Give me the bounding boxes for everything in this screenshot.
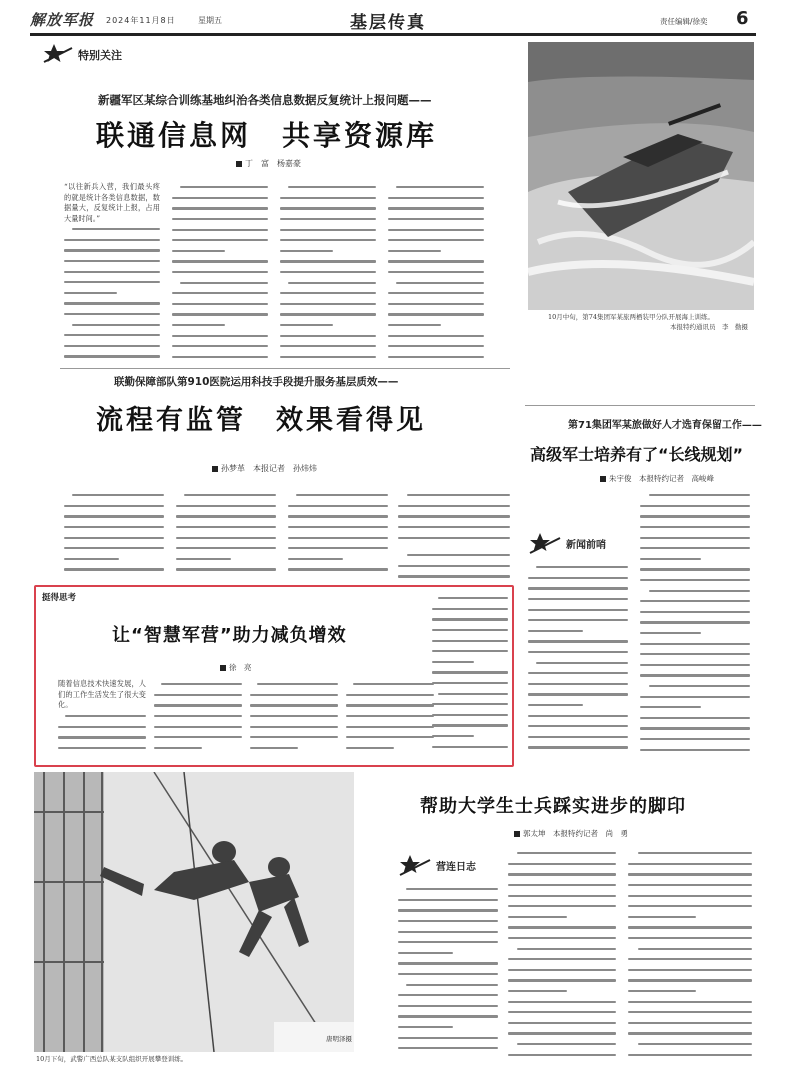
text-line <box>640 522 750 533</box>
text-line <box>280 320 376 331</box>
text-line <box>628 933 752 944</box>
text-line <box>288 532 388 543</box>
article1-kicker: 新疆军区某综合训练基地纠治各类信息数据反复统计上报问题—— <box>98 93 432 107</box>
text-line <box>432 657 508 668</box>
text-line <box>398 550 510 561</box>
text-line <box>628 859 752 870</box>
article3-body-col1 <box>528 562 628 762</box>
commentary-headline: 让“智慧军营”助力减负增效 <box>112 625 347 646</box>
text-line <box>388 320 484 331</box>
column-tag-camp <box>398 852 498 880</box>
text-line <box>172 277 268 288</box>
text-line <box>528 657 628 668</box>
text-line <box>508 890 616 901</box>
text-line <box>640 532 750 543</box>
text-line <box>628 869 752 880</box>
star-icon <box>42 42 74 64</box>
text-line <box>280 256 376 267</box>
text-line <box>64 490 164 501</box>
text-line <box>508 869 616 880</box>
text-line <box>508 848 616 859</box>
text-line <box>280 341 376 352</box>
text-line <box>528 679 628 690</box>
commentary-body-col5 <box>432 593 508 759</box>
star-icon <box>398 852 432 878</box>
text-line <box>628 1028 752 1039</box>
article2-body-col5 <box>398 550 510 590</box>
text-line <box>388 203 484 214</box>
article2-body-col4 <box>398 490 510 550</box>
text-line <box>628 901 752 912</box>
text-line <box>58 743 146 754</box>
text-line <box>388 309 484 320</box>
column-tag-special <box>42 42 152 64</box>
text-line <box>432 625 508 636</box>
text-line <box>628 1007 752 1018</box>
text-line <box>172 246 268 257</box>
text-line <box>432 699 508 710</box>
text-line <box>176 554 276 565</box>
header-rule <box>30 33 756 36</box>
issue-date: 2024年11月8日 <box>106 16 176 25</box>
text-line <box>388 235 484 246</box>
page-header <box>30 6 756 32</box>
star-icon <box>528 530 562 556</box>
text-line <box>398 561 510 572</box>
text-line <box>388 182 484 193</box>
text-line <box>172 330 268 341</box>
text-line <box>176 532 276 543</box>
text-line <box>280 309 376 320</box>
text-line <box>640 596 750 607</box>
text-line <box>64 319 160 330</box>
text-line <box>398 884 498 895</box>
text-line <box>398 1032 498 1043</box>
text-line <box>628 996 752 1007</box>
text-line <box>628 965 752 976</box>
commentary-box <box>34 585 514 767</box>
text-line <box>172 214 268 225</box>
text-line <box>288 490 388 501</box>
text-line <box>388 193 484 204</box>
text-line <box>346 711 434 722</box>
text-line <box>508 1007 616 1018</box>
text-line <box>172 224 268 235</box>
text-line <box>388 352 484 363</box>
text-line <box>58 732 146 743</box>
text-line <box>640 649 750 660</box>
text-line <box>154 743 242 754</box>
article1-body-col2 <box>172 182 268 364</box>
text-line <box>280 277 376 288</box>
article4-body-col2 <box>508 848 616 1060</box>
text-line <box>280 235 376 246</box>
text-line <box>640 628 750 639</box>
text-line <box>640 660 750 671</box>
text-line <box>528 668 628 679</box>
text-line <box>280 352 376 363</box>
text-line <box>640 638 750 649</box>
text-line <box>628 975 752 986</box>
text-line <box>432 741 508 752</box>
text-line <box>508 912 616 923</box>
text-line <box>640 607 750 618</box>
text-line <box>398 532 510 543</box>
text-line <box>432 667 508 678</box>
text-line <box>628 912 752 923</box>
text-line <box>172 341 268 352</box>
text-line <box>640 585 750 596</box>
text-line <box>398 958 498 969</box>
text-line <box>528 647 628 658</box>
text-line <box>628 922 752 933</box>
article3-body-col2 <box>640 490 750 762</box>
camp-column-label: 营连日志 <box>436 862 476 873</box>
text-line <box>64 522 164 533</box>
text-line <box>176 543 276 554</box>
text-line <box>388 341 484 352</box>
text-line <box>64 266 160 277</box>
text-line <box>64 256 160 267</box>
text-line <box>398 1001 498 1012</box>
text-line <box>508 933 616 944</box>
text-line <box>280 330 376 341</box>
text-line <box>628 954 752 965</box>
text-line <box>640 543 750 554</box>
text-line <box>176 501 276 512</box>
text-line <box>64 224 160 235</box>
text-line <box>346 690 434 701</box>
text-line <box>640 723 750 734</box>
text-line <box>528 710 628 721</box>
text-line <box>64 501 164 512</box>
text-line <box>176 564 276 575</box>
text-line <box>64 277 160 288</box>
column-label: 特别关注 <box>78 49 122 62</box>
text-line <box>628 1039 752 1050</box>
text-line <box>398 979 498 990</box>
text-line <box>398 948 498 959</box>
text-line <box>528 604 628 615</box>
text-line <box>172 182 268 193</box>
photo2-credit: 唐明泽摄 <box>326 1035 352 1043</box>
text-line <box>64 245 160 256</box>
text-line <box>388 214 484 225</box>
text-line <box>528 689 628 700</box>
text-line <box>388 330 484 341</box>
text-line <box>528 626 628 637</box>
commentary-lead: 随着信息技术快速发展，人们的工作生活发生了很大变化。 <box>58 679 146 710</box>
article1-body-col3 <box>280 182 376 364</box>
text-line <box>398 1011 498 1022</box>
text-line <box>64 351 160 362</box>
text-line <box>288 543 388 554</box>
issue-weekday: 星期五 <box>198 16 222 25</box>
text-line <box>250 743 338 754</box>
text-line <box>508 996 616 1007</box>
article2-body-col3 <box>288 490 388 580</box>
text-line <box>398 937 498 948</box>
text-line <box>398 1043 498 1054</box>
text-line <box>432 614 508 625</box>
article2-body-col1 <box>64 490 164 580</box>
text-line <box>640 564 750 575</box>
text-line <box>280 246 376 257</box>
text-line <box>508 880 616 891</box>
text-line <box>528 721 628 732</box>
text-line <box>398 522 510 533</box>
text-line <box>346 700 434 711</box>
divider-1 <box>60 368 510 369</box>
text-line <box>388 277 484 288</box>
commentary-author: 徐 亮 <box>220 662 252 673</box>
text-line <box>154 732 242 743</box>
text-line <box>250 679 338 690</box>
text-line <box>346 743 434 754</box>
article3-headline: 高级军士培养有了“长线规划” <box>530 445 744 464</box>
text-line <box>432 720 508 731</box>
text-line <box>64 309 160 320</box>
text-line <box>398 1022 498 1033</box>
text-line <box>640 702 750 713</box>
text-line <box>398 571 510 582</box>
text-line <box>528 742 628 753</box>
text-line <box>154 700 242 711</box>
text-line <box>508 901 616 912</box>
article2-byline: 孙梦革 本报记者 孙炜炜 <box>212 463 317 474</box>
text-line <box>176 490 276 501</box>
text-line <box>172 288 268 299</box>
article1-body-col4 <box>388 182 484 364</box>
text-line <box>280 203 376 214</box>
text-line <box>250 732 338 743</box>
text-line <box>280 214 376 225</box>
text-line <box>388 224 484 235</box>
text-line <box>508 943 616 954</box>
news-column-label: 新闻前哨 <box>566 540 606 551</box>
text-line <box>398 990 498 1001</box>
text-line <box>58 722 146 733</box>
article3-kicker: 第71集团军某旅做好人才选育保留工作—— <box>568 420 762 431</box>
text-line <box>432 635 508 646</box>
text-line <box>528 732 628 743</box>
text-line <box>628 986 752 997</box>
text-line <box>398 501 510 512</box>
page-number: 6 <box>736 8 749 29</box>
text-line <box>64 554 164 565</box>
text-line <box>640 670 750 681</box>
text-line <box>58 711 146 722</box>
text-line <box>628 1018 752 1029</box>
text-line <box>640 734 750 745</box>
text-line <box>64 330 160 341</box>
text-line <box>508 1039 616 1050</box>
text-line <box>508 986 616 997</box>
photo1-caption: 10月中旬，第74集团军某旅两栖装甲分队开展海上训练。 <box>548 313 715 321</box>
text-line <box>346 679 434 690</box>
text-line <box>172 320 268 331</box>
text-line <box>508 1028 616 1039</box>
article1-lead: “以往新兵入营，我们最头疼的就是统计各类信息数据，数据量大，反复统计上报，占用大量时间。” <box>64 182 160 223</box>
text-line <box>172 352 268 363</box>
text-line <box>628 848 752 859</box>
text-line <box>154 711 242 722</box>
text-line <box>172 309 268 320</box>
text-line <box>172 256 268 267</box>
text-line <box>528 583 628 594</box>
text-line <box>388 256 484 267</box>
text-line <box>64 288 160 299</box>
article2-headline: 流程有监管 效果看得见 <box>96 405 426 436</box>
text-line <box>280 288 376 299</box>
text-line <box>154 721 242 732</box>
editor-credit: 责任编辑/徐奕 <box>660 17 708 26</box>
photo2-caption: 10月下旬，武警广西总队某支队组织开展攀登训练。 <box>36 1055 188 1063</box>
article2-body-col2 <box>176 490 276 580</box>
text-line <box>398 916 498 927</box>
text-line <box>398 490 510 501</box>
text-line <box>388 246 484 257</box>
commentary-body-col4 <box>346 679 434 759</box>
text-line <box>640 575 750 586</box>
text-line <box>628 880 752 891</box>
article1-byline: 丁 富 杨嘉豪 <box>236 158 301 169</box>
text-line <box>432 710 508 721</box>
text-line <box>640 617 750 628</box>
text-line <box>432 731 508 742</box>
text-line <box>640 681 750 692</box>
text-line <box>64 341 160 352</box>
text-line <box>388 267 484 278</box>
text-line <box>250 690 338 701</box>
article1-body-col1 <box>64 224 160 364</box>
text-line <box>172 193 268 204</box>
commentary-label: 挺得思考 <box>42 593 77 603</box>
text-line <box>508 859 616 870</box>
commentary-body-col3 <box>250 679 338 759</box>
text-line <box>154 679 242 690</box>
text-line <box>64 235 160 246</box>
text-line <box>172 203 268 214</box>
text-line <box>288 501 388 512</box>
text-line <box>280 193 376 204</box>
commentary-body-col2 <box>154 679 242 759</box>
photo1-credit: 本报特约通讯员 李 勤摄 <box>670 323 748 331</box>
text-line <box>432 688 508 699</box>
text-line <box>398 905 498 916</box>
text-line <box>172 267 268 278</box>
text-line <box>250 700 338 711</box>
text-line <box>508 1049 616 1060</box>
text-line <box>64 564 164 575</box>
text-line <box>64 543 164 554</box>
text-line <box>508 1018 616 1029</box>
text-line <box>176 522 276 533</box>
amphibious-vehicle-photo <box>528 42 754 310</box>
text-line <box>288 522 388 533</box>
text-line <box>64 511 164 522</box>
text-line <box>640 744 750 755</box>
text-line <box>508 975 616 986</box>
text-line <box>508 965 616 976</box>
text-line <box>628 943 752 954</box>
text-line <box>528 615 628 626</box>
text-line <box>432 678 508 689</box>
text-line <box>640 490 750 501</box>
text-line <box>388 288 484 299</box>
text-line <box>398 895 498 906</box>
text-line <box>628 890 752 901</box>
text-line <box>640 511 750 522</box>
text-line <box>346 732 434 743</box>
text-line <box>640 554 750 565</box>
text-line <box>250 721 338 732</box>
masthead-logo: 解放军报 <box>30 11 95 29</box>
article4-headline: 帮助大学生士兵踩实进步的脚印 <box>420 796 686 817</box>
text-line <box>176 511 276 522</box>
text-line <box>432 593 508 604</box>
text-line <box>398 511 510 522</box>
text-line <box>640 713 750 724</box>
text-line <box>398 969 498 980</box>
article1-headline: 联通信息网 共享资源库 <box>96 119 438 152</box>
text-line <box>64 298 160 309</box>
divider-2 <box>525 405 755 406</box>
text-line <box>528 594 628 605</box>
text-line <box>432 604 508 615</box>
text-line <box>280 224 376 235</box>
text-line <box>172 299 268 310</box>
column-tag-news <box>528 530 628 558</box>
text-line <box>346 721 434 732</box>
commentary-body-col1 <box>58 711 146 759</box>
text-line <box>528 562 628 573</box>
climbing-training-photo <box>34 772 354 1052</box>
text-line <box>528 636 628 647</box>
section-title: 基层传真 <box>350 13 426 33</box>
text-line <box>250 711 338 722</box>
text-line <box>640 691 750 702</box>
text-line <box>280 182 376 193</box>
text-line <box>280 299 376 310</box>
article4-byline: 郭太坤 本报特约记者 尚 勇 <box>514 828 628 839</box>
article4-body-col3 <box>628 848 752 1060</box>
text-line <box>288 564 388 575</box>
text-line <box>528 573 628 584</box>
text-line <box>388 299 484 310</box>
text-line <box>288 511 388 522</box>
article3-byline: 朱宇俊 本报特约记者 高峻峰 <box>600 473 714 484</box>
text-line <box>528 700 628 711</box>
text-line <box>628 1049 752 1060</box>
text-line <box>172 235 268 246</box>
text-line <box>288 554 388 565</box>
text-line <box>640 501 750 512</box>
article4-body-col1 <box>398 884 498 1060</box>
text-line <box>154 690 242 701</box>
text-line <box>280 267 376 278</box>
article2-kicker: 联勤保障部队第910医院运用科技手段提升服务基层质效—— <box>114 376 399 388</box>
text-line <box>398 926 498 937</box>
text-line <box>64 532 164 543</box>
text-line <box>432 646 508 657</box>
text-line <box>508 954 616 965</box>
text-line <box>508 922 616 933</box>
